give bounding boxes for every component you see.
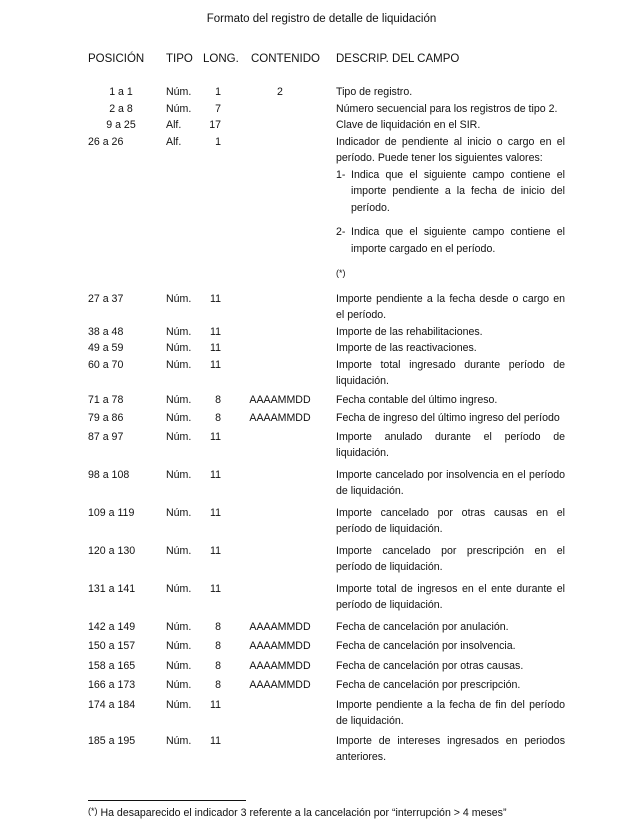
footnote-text: Ha desaparecido el indicador 3 referente a la cancelación por “interrupción > 4 meses” [97,807,507,819]
cell-descripcion [336,101,565,118]
header-posicion: POSICIÓN [88,53,145,65]
cell-tipo: Núm. [166,86,192,98]
value-item-line: importe cargado en el período. [351,242,496,255]
cell-descripcion [336,410,565,427]
header-long: LONG. [203,53,239,65]
cell-descripcion [336,429,565,462]
cell-posicion: 26 a 26 [88,135,124,148]
description-line: liquidación. [336,375,390,387]
cell-long: 11 [210,430,221,443]
footnote-mark: (*) [88,806,98,816]
spacer [336,216,565,224]
description-line: Importe de intereses ingresados en periodos [336,734,565,747]
description-line: liquidación. [336,447,390,459]
cell-tipo: Núm. [166,102,192,115]
description-line: Importe anulado durante el período de [336,430,565,443]
table-row [0,134,643,284]
value-item [336,224,565,257]
description-line: período. Puede tener los siguientes valores: [336,152,543,164]
note-mark [336,265,565,284]
cell-descripcion [336,581,565,614]
cell-tipo: Núm. [166,620,192,633]
spacer [336,257,565,265]
cell-posicion: 174 a 184 [88,698,136,711]
cell-tipo: Alf. [166,119,182,131]
description-line: Importe cancelado por insolvencia en el período [336,468,565,481]
cell-descripcion [336,340,565,357]
table-row [0,581,643,614]
table-row [0,429,643,462]
description-line: Fecha de cancelación por anulación. [336,620,509,633]
cell-posicion: 79 a 86 [88,412,124,424]
table-row [0,291,643,324]
cell-descripcion [336,392,565,409]
description-line: Indicador de pendiente al inicio o cargo en el [336,135,565,148]
table-row [0,392,643,409]
description-line: Importe de las rehabilitaciones. [336,325,483,338]
document-title: Formato del registro de detalle de liquidación [206,13,437,25]
description-line: Importe cancelado por otras causas en el [336,506,565,519]
cell-descripcion [336,658,565,675]
cell-contenido: AAAAMMDD [249,659,311,672]
table-row [0,84,643,101]
cell-descripcion [336,291,565,324]
cell-long: 11 [210,544,221,557]
table-row [0,677,643,694]
cell-descripcion [336,324,565,341]
cell-descripcion [336,505,565,538]
cell-tipo: Núm. [166,640,192,652]
table-row [0,733,643,766]
cell-tipo: Núm. [166,679,192,691]
cell-posicion: 9 a 25 [106,119,136,131]
cell-posicion: 38 a 48 [88,325,124,338]
cell-posicion: 60 a 70 [88,358,124,371]
cell-posicion: 142 a 149 [88,620,136,633]
cell-contenido: AAAAMMDD [249,679,311,691]
value-item-line: período. [351,201,390,214]
cell-contenido: AAAAMMDD [249,640,311,652]
cell-long: 11 [210,468,221,481]
cell-posicion: 109 a 119 [88,506,135,519]
cell-long: 11 [210,292,221,305]
cell-descripcion [336,357,565,390]
cell-tipo: Núm. [166,393,192,406]
table-row [0,357,643,390]
cell-long: 11 [210,325,221,338]
cell-descripcion [336,467,565,500]
value-item-line: Indica que el siguiente campo contiene el [351,168,565,181]
cell-long: 1 [215,86,221,98]
cell-posicion: 131 a 141 [88,582,136,595]
description-line: período de liquidación. [336,561,443,573]
table-row [0,505,643,538]
footnote [88,806,506,819]
cell-long: 8 [215,620,221,633]
header-contenido: CONTENIDO [251,53,320,65]
table-header [0,53,643,67]
header-tipo: TIPO [166,53,193,65]
cell-long: 8 [215,679,221,691]
description-line: anteriores. [336,751,387,763]
cell-descripcion [336,84,565,101]
cell-tipo: Núm. [166,468,192,481]
header-descrip: DESCRIP. DEL CAMPO [336,53,460,65]
cell-descripcion [336,733,565,766]
description-line: Importe total ingresado durante período de [336,358,565,371]
footnote-divider [88,800,246,801]
cell-descripcion [336,619,565,636]
cell-tipo: Núm. [166,698,192,711]
cell-contenido: AAAAMMDD [249,412,311,424]
description-line: Fecha de cancelación por prescripción. [336,679,521,691]
description-line: período de liquidación. [336,523,443,535]
cell-descripcion [336,543,565,576]
cell-long: 11 [210,506,221,519]
table-row [0,117,643,134]
cell-long: 11 [210,734,221,747]
cell-posicion: 87 a 97 [88,430,124,443]
description-line: Fecha de ingreso del último ingreso del período [336,412,560,424]
cell-posicion: 166 a 173 [88,679,136,691]
cell-long: 7 [215,102,221,115]
cell-tipo: Núm. [166,325,192,338]
cell-contenido: AAAAMMDD [249,393,311,406]
table-row [0,619,643,636]
cell-tipo: Alf. [166,135,182,148]
cell-tipo: Núm. [166,734,192,747]
description-line: Importe de las reactivaciones. [336,342,477,354]
description-line: Fecha contable del último ingreso. [336,393,498,406]
cell-tipo: Núm. [166,582,192,595]
cell-posicion: 49 a 59 [88,342,124,354]
cell-contenido: 2 [277,86,283,98]
cell-long: 11 [210,582,221,595]
description-line: Importe total de ingresos en el ente durante el [336,582,565,595]
cell-tipo: Núm. [166,506,192,519]
cell-descripcion [336,117,565,134]
cell-posicion: 27 a 37 [88,292,124,305]
description-line: de liquidación. [336,485,404,497]
cell-long: 11 [210,358,221,371]
description-line: Importe cancelado por prescripción en el [336,544,565,557]
table-row [0,410,643,427]
cell-long: 1 [215,135,221,148]
cell-posicion: 1 a 1 [109,86,133,98]
cell-long: 11 [210,342,221,354]
cell-long: 8 [215,393,221,406]
cell-posicion: 120 a 130 [88,544,136,557]
description-line: Tipo de registro. [336,86,413,98]
description-line: Fecha de cancelación por otras causas. [336,659,524,672]
description-line: período de liquidación. [336,599,443,611]
cell-posicion: 98 a 108 [88,468,130,481]
table-row [0,101,643,118]
description-line: de liquidación. [336,715,404,727]
cell-tipo: Núm. [166,292,192,305]
cell-descripcion [336,638,565,655]
description-line: Importe pendiente a la fecha desde o cargo en [336,292,565,305]
cell-posicion: 71 a 78 [88,393,124,406]
table-row [0,324,643,341]
value-item [336,167,565,217]
cell-posicion: 2 a 8 [109,102,133,115]
cell-long: 11 [210,698,221,711]
cell-descripcion [336,134,565,284]
table-row [0,658,643,675]
table-row [0,638,643,655]
cell-tipo: Núm. [166,659,192,672]
description-line: Importe pendiente a la fecha de fin del período [336,698,565,711]
cell-long: 8 [215,640,221,652]
cell-tipo: Núm. [166,430,192,443]
value-item-number: 1- [336,168,346,181]
cell-tipo: Núm. [166,358,192,371]
table-row [0,340,643,357]
table-row [0,543,643,576]
description-line: el período. [336,309,387,321]
cell-tipo: Núm. [166,412,192,424]
cell-posicion: 158 a 165 [88,659,136,672]
cell-long: 8 [215,412,221,424]
description-line: Fecha de cancelación por insolvencia. [336,640,516,652]
cell-long: 8 [215,659,221,672]
cell-tipo: Núm. [166,544,192,557]
value-item-number: 2- [336,226,346,238]
cell-contenido: AAAAMMDD [249,620,311,633]
cell-descripcion [336,697,565,730]
cell-tipo: Núm. [166,342,192,354]
field-table [0,84,643,766]
table-row [0,697,643,730]
note-mark-text: (*) [336,268,346,278]
description-line: Clave de liquidación en el SIR. [336,119,481,131]
description-line: Número secuencial para los registros de tipo 2. [336,102,558,115]
table-row [0,467,643,500]
cell-long: 17 [209,119,221,131]
value-item-line: importe pendiente a la fecha de inicio del [351,185,565,197]
cell-posicion: 150 a 157 [88,640,136,652]
value-item-line: Indica que el siguiente campo contiene el [351,226,565,238]
cell-descripcion [336,677,565,694]
cell-posicion: 185 a 195 [88,734,136,747]
